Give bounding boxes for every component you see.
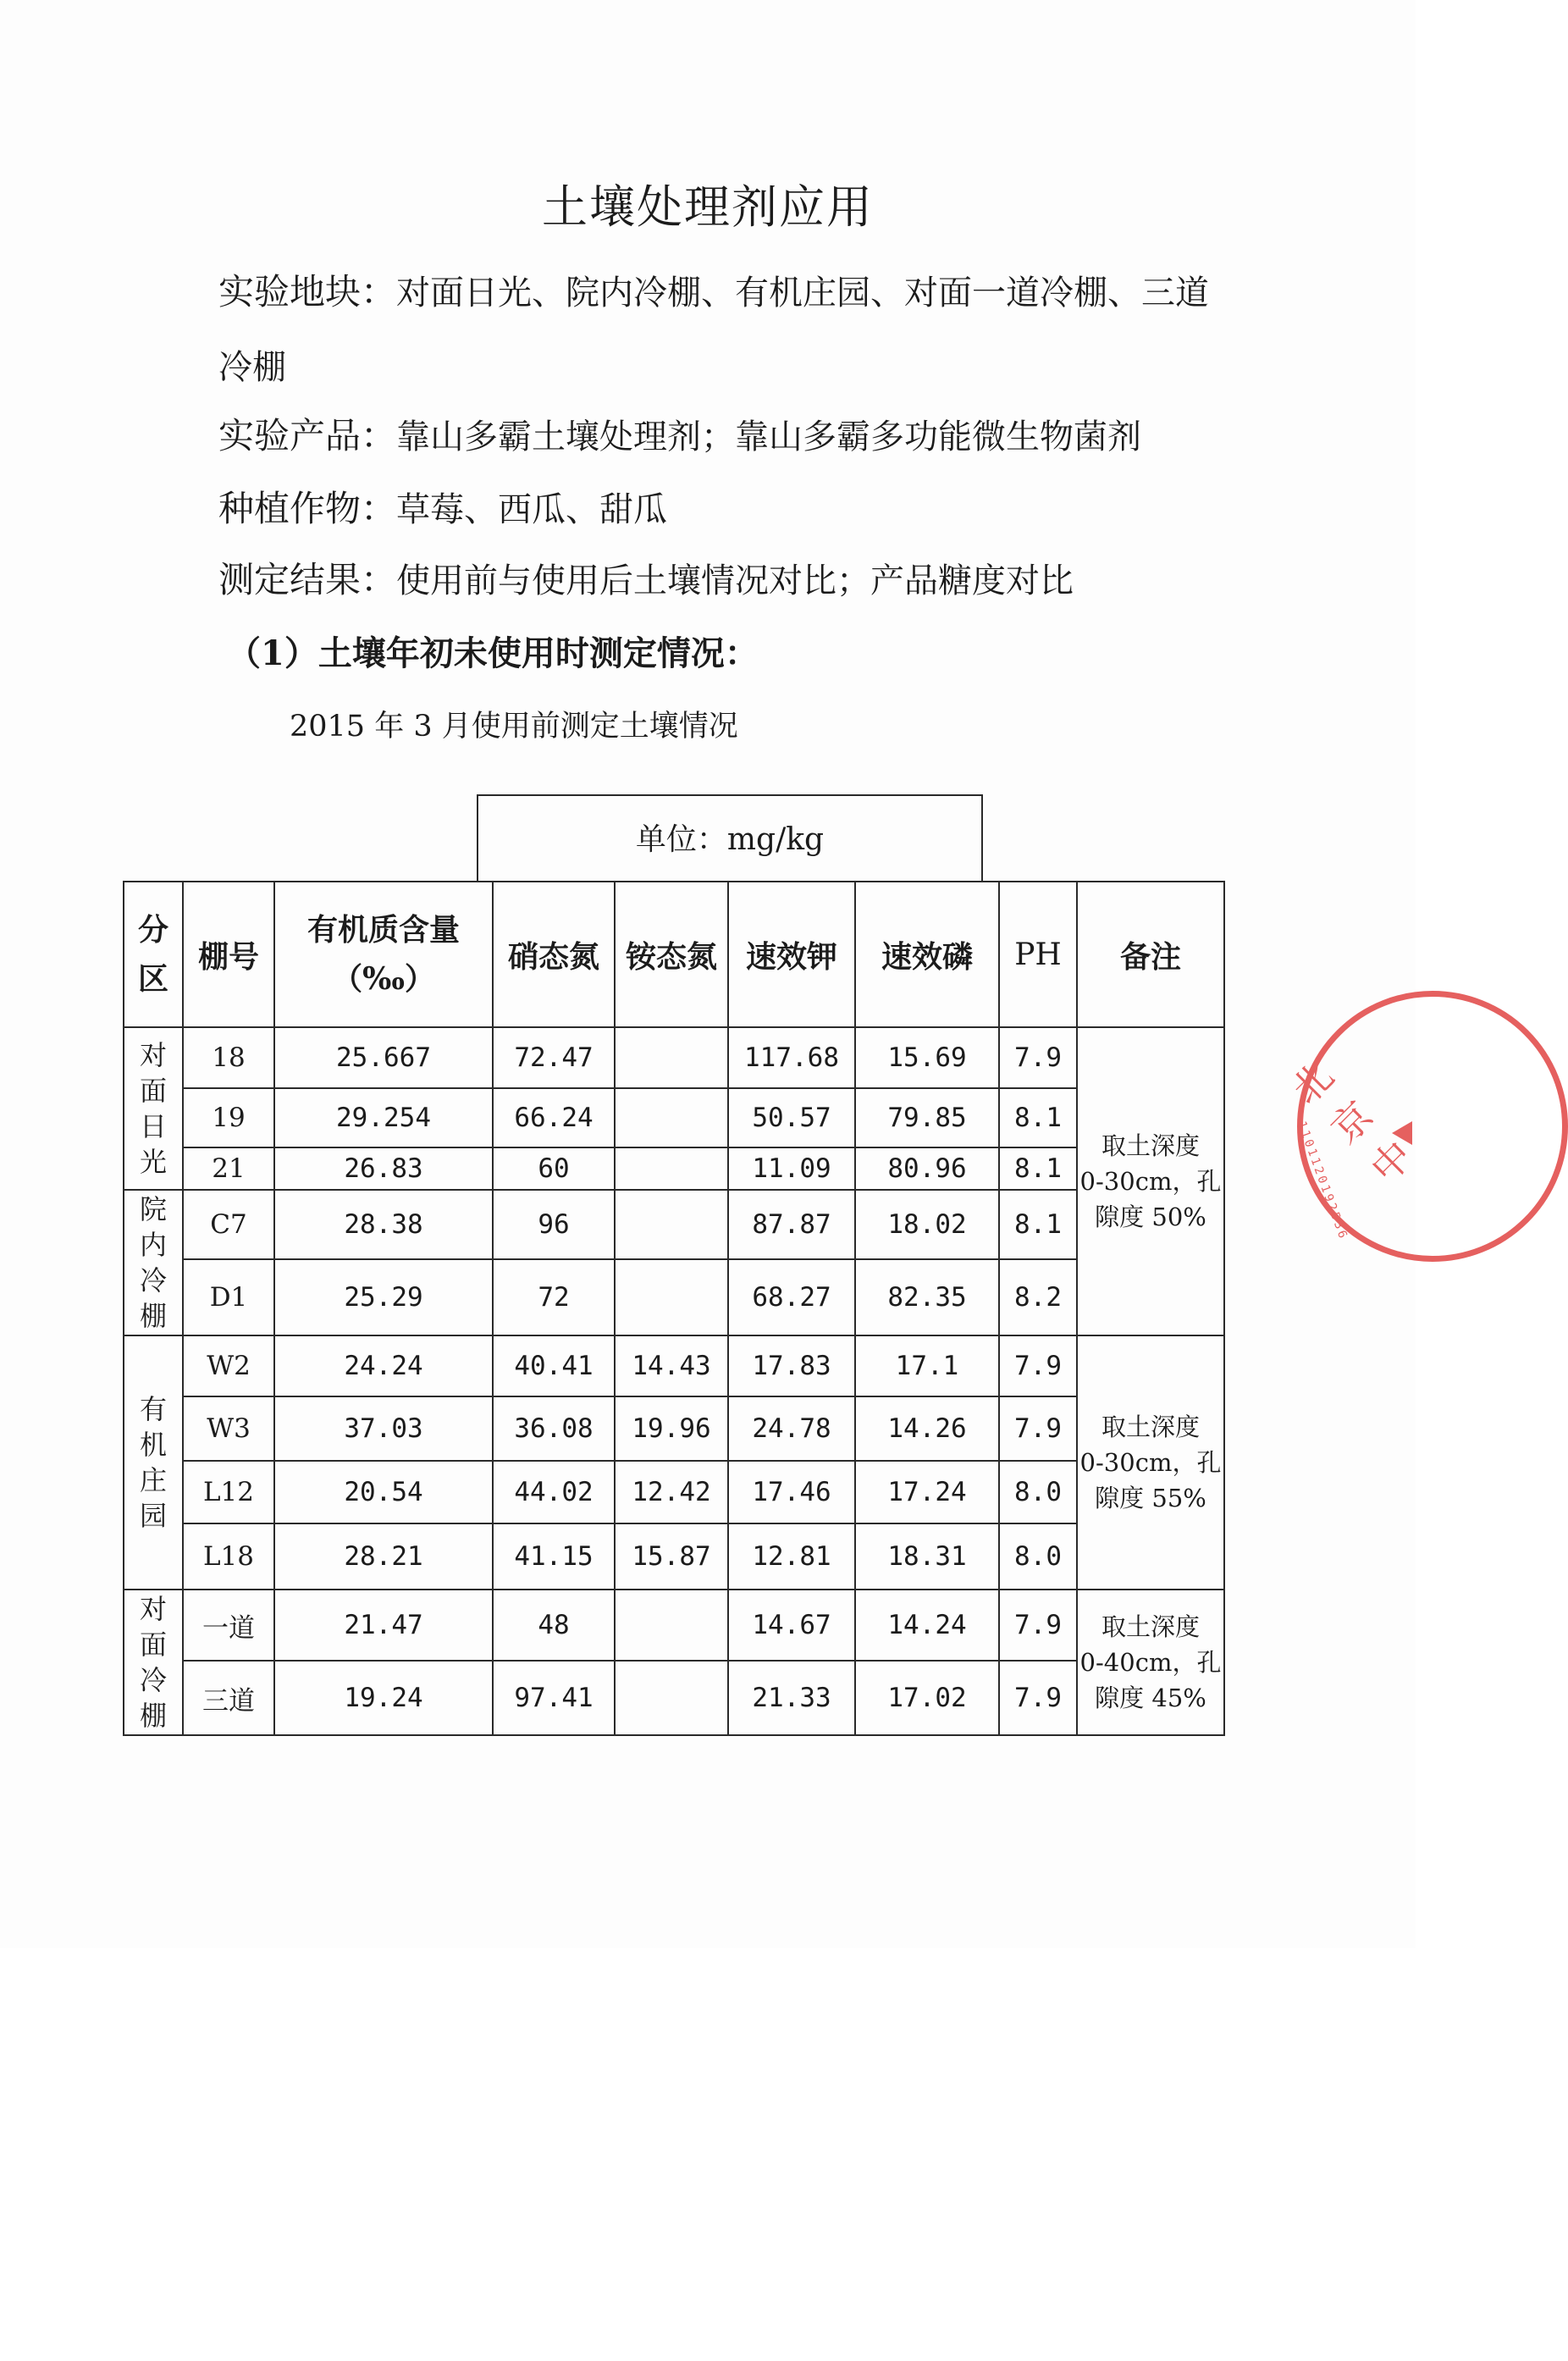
om-cell: 20.54 (274, 1461, 493, 1523)
ph-cell: 7.9 (999, 1396, 1077, 1461)
om-cell: 29.254 (274, 1088, 493, 1147)
zone-cell: 对 面 日 光 (124, 1027, 183, 1190)
shed-cell: 21 (183, 1147, 274, 1190)
zone-cell: 对 面 冷 棚 (124, 1590, 183, 1735)
ph-cell: 8.1 (999, 1088, 1077, 1147)
nitrate-cell: 72 (493, 1259, 615, 1335)
product-line (218, 408, 1141, 459)
nitrate-cell: 97.41 (493, 1661, 615, 1735)
result-value: 使用前与使用后土壤情况对比；产品糖度对比 (396, 561, 1074, 600)
phosphorus-cell: 17.24 (855, 1461, 999, 1523)
ammonium-cell (615, 1259, 728, 1335)
phosphorus-cell: 17.1 (855, 1335, 999, 1396)
ph-cell: 8.1 (999, 1190, 1077, 1259)
shed-cell: 19 (183, 1088, 274, 1147)
potassium-cell: 12.81 (728, 1523, 855, 1590)
ammonium-cell (615, 1147, 728, 1190)
ph-cell: 8.0 (999, 1523, 1077, 1590)
ph-cell: 7.9 (999, 1335, 1077, 1396)
ammonium-cell: 12.42 (615, 1461, 728, 1523)
nitrate-cell: 40.41 (493, 1335, 615, 1396)
note-cell: 取土深度 0-30cm，孔 隙度 50% (1077, 1027, 1224, 1335)
potassium-cell: 50.57 (728, 1088, 855, 1147)
crop-line (218, 481, 667, 532)
potassium-cell: 87.87 (728, 1190, 855, 1259)
ammonium-cell (615, 1088, 728, 1147)
potassium-cell: 24.78 (728, 1396, 855, 1461)
ammonium-header: 铵态氮 (615, 882, 728, 1027)
om-cell: 37.03 (274, 1396, 493, 1461)
ph-cell: 8.1 (999, 1147, 1077, 1190)
product-label: 实验产品： (218, 415, 397, 456)
crop-value: 草莓、西瓜、甜瓜 (396, 490, 668, 529)
table-row (124, 1088, 1224, 1147)
nitrate-cell: 48 (493, 1590, 615, 1661)
ph-cell: 7.9 (999, 1027, 1077, 1088)
phosphorus-cell: 14.24 (855, 1590, 999, 1661)
crop-label: 种植作物： (218, 488, 397, 529)
table-row (124, 1190, 1224, 1259)
table-header-row (124, 882, 1224, 1027)
phosphorus-cell: 15.69 (855, 1027, 999, 1088)
ph-cell: 7.9 (999, 1661, 1077, 1735)
zone-header: 分 区 (124, 882, 183, 1027)
ph-header: PH (999, 882, 1077, 1027)
ammonium-cell (615, 1661, 728, 1735)
phosphorus-cell: 18.31 (855, 1523, 999, 1590)
nitrate-cell: 66.24 (493, 1088, 615, 1147)
potassium-cell: 17.83 (728, 1335, 855, 1396)
site-line-continued: 冷棚 (218, 348, 286, 387)
shed-cell: 三道 (183, 1661, 274, 1735)
om-cell: 25.667 (274, 1027, 493, 1088)
nitrate-cell: 36.08 (493, 1396, 615, 1461)
potassium-cell: 68.27 (728, 1259, 855, 1335)
potassium-cell: 11.09 (728, 1147, 855, 1190)
ph-cell: 8.2 (999, 1259, 1077, 1335)
table-row (124, 1335, 1224, 1396)
shed-cell: W3 (183, 1396, 274, 1461)
om-cell: 25.29 (274, 1259, 493, 1335)
red-seal-stamp (1282, 991, 1422, 1270)
shed-cell: L18 (183, 1523, 274, 1590)
note-cell: 取土深度 0-30cm，孔 隙度 55% (1077, 1335, 1224, 1590)
table-row (124, 1661, 1224, 1735)
phosphorus-cell: 14.26 (855, 1396, 999, 1461)
site-value: 对面日光、院内冷棚、有机庄园、对面一道冷棚、三道 (396, 274, 1210, 312)
seal-triangle-icon (1392, 1121, 1412, 1145)
ammonium-cell: 14.43 (615, 1335, 728, 1396)
nitrate-cell: 72.47 (493, 1027, 615, 1088)
potassium-cell: 17.46 (728, 1461, 855, 1523)
site-label: 实验地块： (218, 271, 397, 312)
organic-matter-header: 有机质含量 （‰） (274, 882, 493, 1027)
ammonium-cell: 19.96 (615, 1396, 728, 1461)
site-line (218, 264, 1209, 315)
table-row (124, 1396, 1224, 1461)
table-caption: 2015 年 3 月使用前测定土壤情况 (290, 710, 738, 744)
shed-cell: W2 (183, 1335, 274, 1396)
table-row (124, 1590, 1224, 1661)
seal-number: 1101120192536 (1294, 1120, 1350, 1243)
om-cell: 28.38 (274, 1190, 493, 1259)
ph-cell: 7.9 (999, 1590, 1077, 1661)
phosphorus-header: 速效磷 (855, 882, 999, 1027)
table-row (124, 1259, 1224, 1335)
nitrate-cell: 96 (493, 1190, 615, 1259)
table-row (124, 1523, 1224, 1590)
shed-cell: 一道 (183, 1590, 274, 1661)
soil-table (123, 881, 1225, 1736)
phosphorus-cell: 79.85 (855, 1088, 999, 1147)
page-title: 土壤处理剂应用 (542, 180, 874, 234)
nitrate-header: 硝态氮 (493, 882, 615, 1027)
shed-cell: 18 (183, 1027, 274, 1088)
unit-header: 单位：mg/kg (477, 794, 983, 882)
section-heading: （1）土壤年初未使用时测定情况： (227, 633, 759, 673)
om-cell: 28.21 (274, 1523, 493, 1590)
phosphorus-cell: 17.02 (855, 1661, 999, 1735)
nitrate-cell: 44.02 (493, 1461, 615, 1523)
table-row (124, 1147, 1224, 1190)
phosphorus-cell: 82.35 (855, 1259, 999, 1335)
phosphorus-cell: 80.96 (855, 1147, 999, 1190)
potassium-cell: 21.33 (728, 1661, 855, 1735)
table-row (124, 1027, 1224, 1088)
om-cell: 19.24 (274, 1661, 493, 1735)
result-label: 测定结果： (218, 559, 397, 600)
potassium-cell: 14.67 (728, 1590, 855, 1661)
om-cell: 21.47 (274, 1590, 493, 1661)
ammonium-cell: 15.87 (615, 1523, 728, 1590)
om-cell: 26.83 (274, 1147, 493, 1190)
note-header: 备注 (1077, 882, 1224, 1027)
product-value: 靠山多霸土壤处理剂；靠山多霸多功能微生物菌剂 (396, 417, 1142, 456)
shed-cell: L12 (183, 1461, 274, 1523)
table-row (124, 1461, 1224, 1523)
nitrate-cell: 41.15 (493, 1523, 615, 1590)
om-cell: 24.24 (274, 1335, 493, 1396)
potassium-header: 速效钾 (728, 882, 855, 1027)
zone-cell: 有 机 庄 园 (124, 1335, 183, 1590)
ammonium-cell (615, 1190, 728, 1259)
seal-text: 北京中 (1282, 1053, 1422, 1192)
ammonium-cell (615, 1027, 728, 1088)
zone-cell: 院 内 冷 棚 (124, 1190, 183, 1335)
ammonium-cell (615, 1590, 728, 1661)
shed-cell: C7 (183, 1190, 274, 1259)
ph-cell: 8.0 (999, 1461, 1077, 1523)
potassium-cell: 117.68 (728, 1027, 855, 1088)
shed-header: 棚号 (183, 882, 274, 1027)
note-cell: 取土深度 0-40cm，孔 隙度 45% (1077, 1590, 1224, 1735)
nitrate-cell: 60 (493, 1147, 615, 1190)
phosphorus-cell: 18.02 (855, 1190, 999, 1259)
result-line (218, 552, 1074, 603)
shed-cell: D1 (183, 1259, 274, 1335)
